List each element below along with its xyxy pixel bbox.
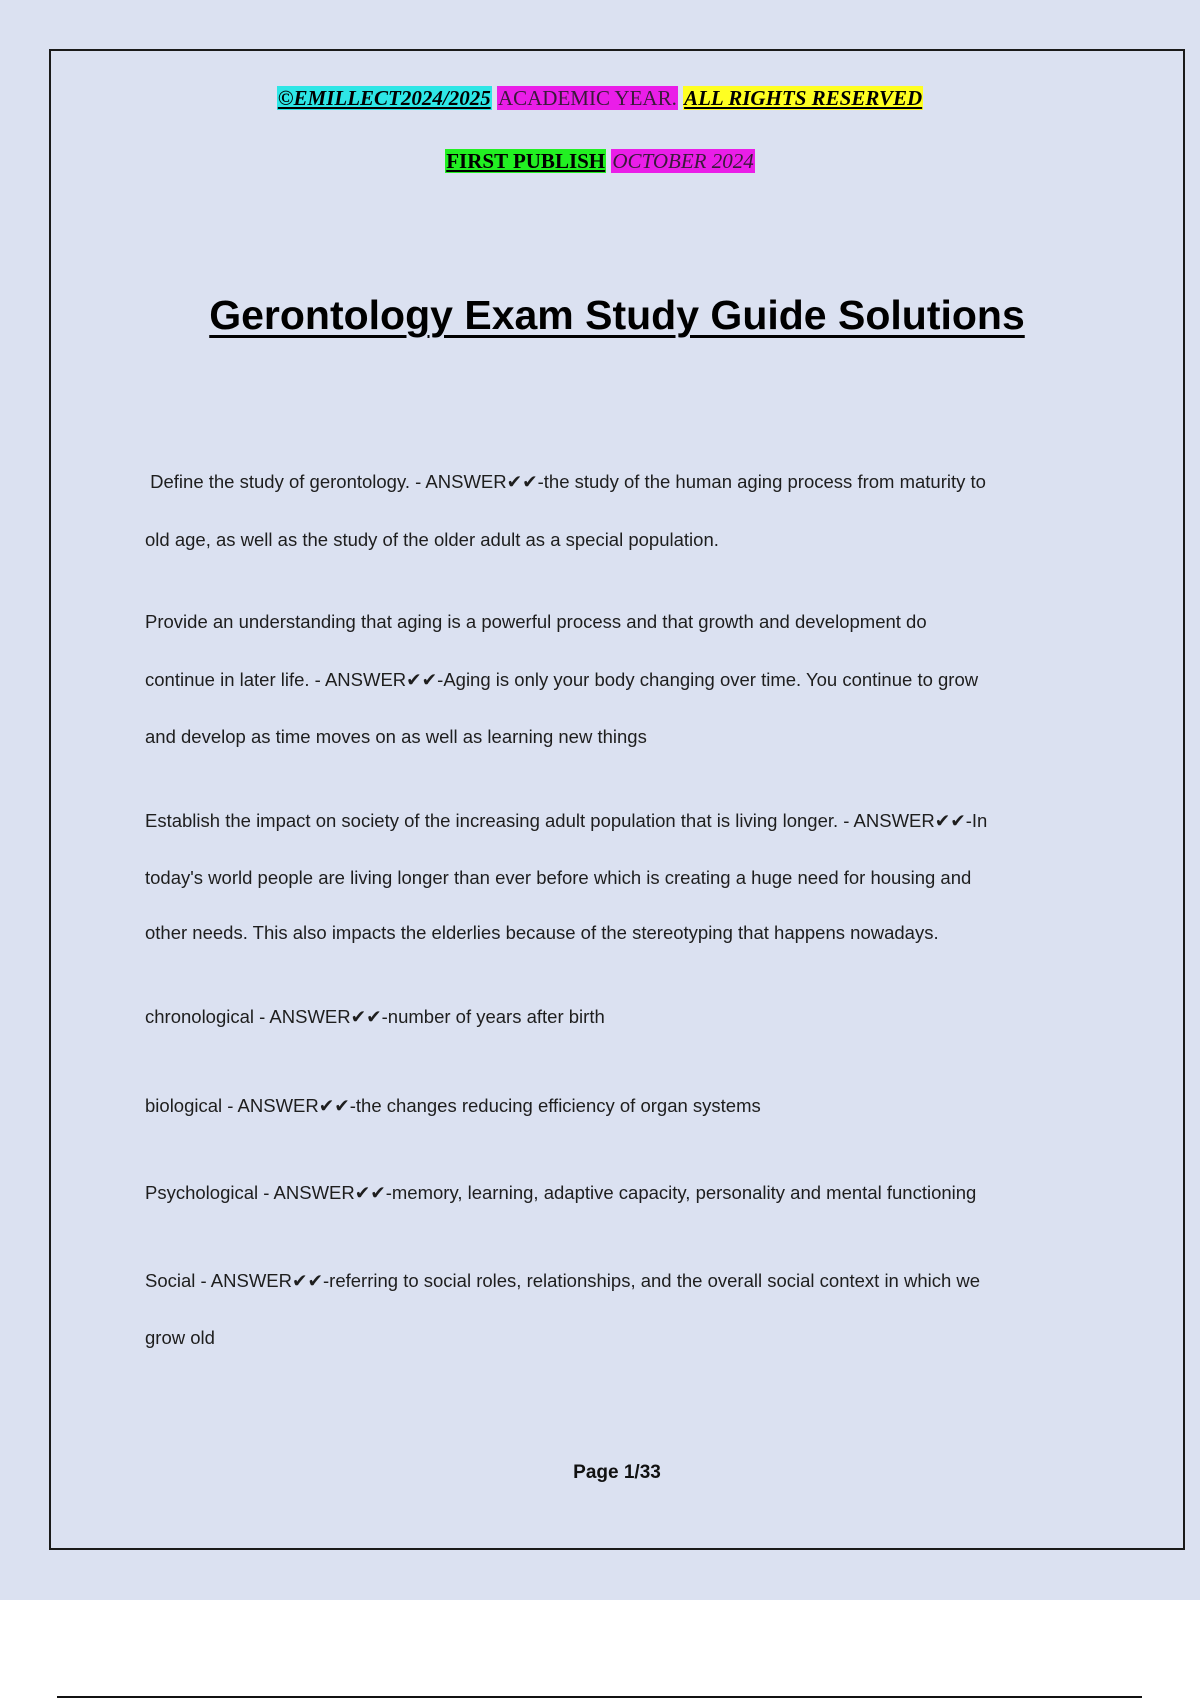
publish-date-text: OCTOBER 2024 [612,149,754,173]
document-title: Gerontology Exam Study Guide Solutions [209,292,1025,338]
qa-item [145,1004,1085,1030]
copyright-text: ©EMILLECT2024/2025 [277,86,491,110]
qa-line: other needs. This also impacts the elderlies because of the stereotyping that happens nowadays. [145,922,939,943]
qa-line: biological - ANSWER✔✔-the changes reducing efficiency of organ systems [145,1095,761,1116]
first-publish-text: FIRST PUBLISH [446,149,606,173]
rights-reserved-text: ALL RIGHTS RESERVED [684,86,923,110]
qa-line: and develop as time moves on as well as learning new things [145,726,647,747]
qa-item [145,1180,1085,1206]
copyright-header [0,85,1200,111]
qa-item [145,469,1085,553]
qa-item [145,1268,1085,1351]
academic-year-text: ACADEMIC YEAR. [497,86,677,110]
qa-line: Establish the impact on society of the increasing adult population that is living longer. - ANSWER✔✔-In [145,810,988,831]
qa-line: Provide an understanding that aging is a powerful process and that growth and development do [145,611,927,632]
qa-line: Define the study of gerontology. - ANSWER✔✔-the study of the human aging process from maturity to [145,471,986,492]
publish-header [0,148,1200,174]
qa-item [145,1093,1085,1119]
qa-line: Social - ANSWER✔✔-referring to social roles, relationships, and the overall social context in which we [145,1270,981,1291]
qa-line: grow old [145,1327,215,1348]
next-page-divider [57,1696,1142,1698]
qa-line: Psychological - ANSWER✔✔-memory, learning, adaptive capacity, personality and mental functioning [145,1182,977,1203]
qa-line: continue in later life. - ANSWER✔✔-Aging is only your body changing over time. You continue to grow [145,669,979,690]
qa-item [145,808,1085,946]
qa-line: chronological - ANSWER✔✔-number of years after birth [145,1006,605,1027]
qa-item [145,609,1085,750]
qa-line: today's world people are living longer than ever before which is creating a huge need for housing and [145,867,972,888]
qa-line: old age, as well as the study of the older adult as a special population. [145,529,719,550]
page-number: Page 1/33 [573,1462,661,1483]
